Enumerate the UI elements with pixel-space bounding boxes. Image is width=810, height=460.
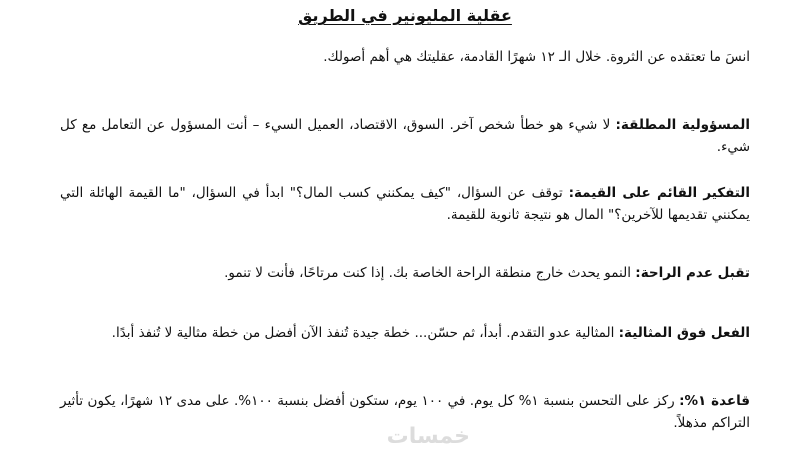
- paragraph-heading: التفكير القائم على القيمة:: [568, 185, 751, 201]
- paragraph-discomfort: [60, 262, 750, 284]
- paragraph-intro: [60, 46, 750, 68]
- paragraph-action: [60, 322, 750, 344]
- paragraph-heading: المسؤولية المطلقة:: [615, 117, 750, 133]
- paragraph-value-thinking: [60, 182, 750, 226]
- paragraph-body: ركز على التحسن بنسبة ١% كل يوم. في ١٠٠ يوم، ستكون أفضل بنسبة ١٠٠%. على مدى ١٢ شهرًا، يكون تأثير التراكم مذهلاً.: [60, 393, 750, 431]
- watermark-logo: خمسات: [386, 424, 470, 449]
- paragraph-responsibility: [60, 114, 750, 158]
- paragraph-body: لا شيء هو خطأ شخص آخر. السوق، الاقتصاد، العميل السيء – أنت المسؤول عن التعامل مع كل شيء.: [60, 117, 750, 155]
- paragraph-body: توقف عن السؤال، "كيف يمكنني كسب المال؟" ابدأ في السؤال، "ما القيمة الهائلة التي يمكنني تقديمها للآخرين؟" المال هو نتيجة ثانوية للقيمة.: [60, 185, 750, 223]
- paragraph-heading: تقبل عدم الراحة:: [635, 265, 750, 281]
- document-title: عقلية المليونير في الطريق: [298, 6, 512, 25]
- paragraph-body: المثالية عدو التقدم. أبدأ، ثم حسّن... خطة جيدة تُنفذ الآن أفضل من خطة مثالية لا تُنفذ أبدًا.: [111, 325, 615, 341]
- paragraph-body: انسَ ما تعتقده عن الثروة. خلال الـ ١٢ شهرًا القادمة، عقليتك هي أهم أصولك.: [323, 49, 750, 65]
- paragraph-body: النمو يحدث خارج منطقة الراحة الخاصة بك. إذا كنت مرتاحًا، فأنت لا تنمو.: [224, 265, 631, 281]
- paragraph-heading: الفعل فوق المثالية:: [618, 325, 750, 341]
- paragraph-heading: قاعدة ١%:: [679, 393, 750, 409]
